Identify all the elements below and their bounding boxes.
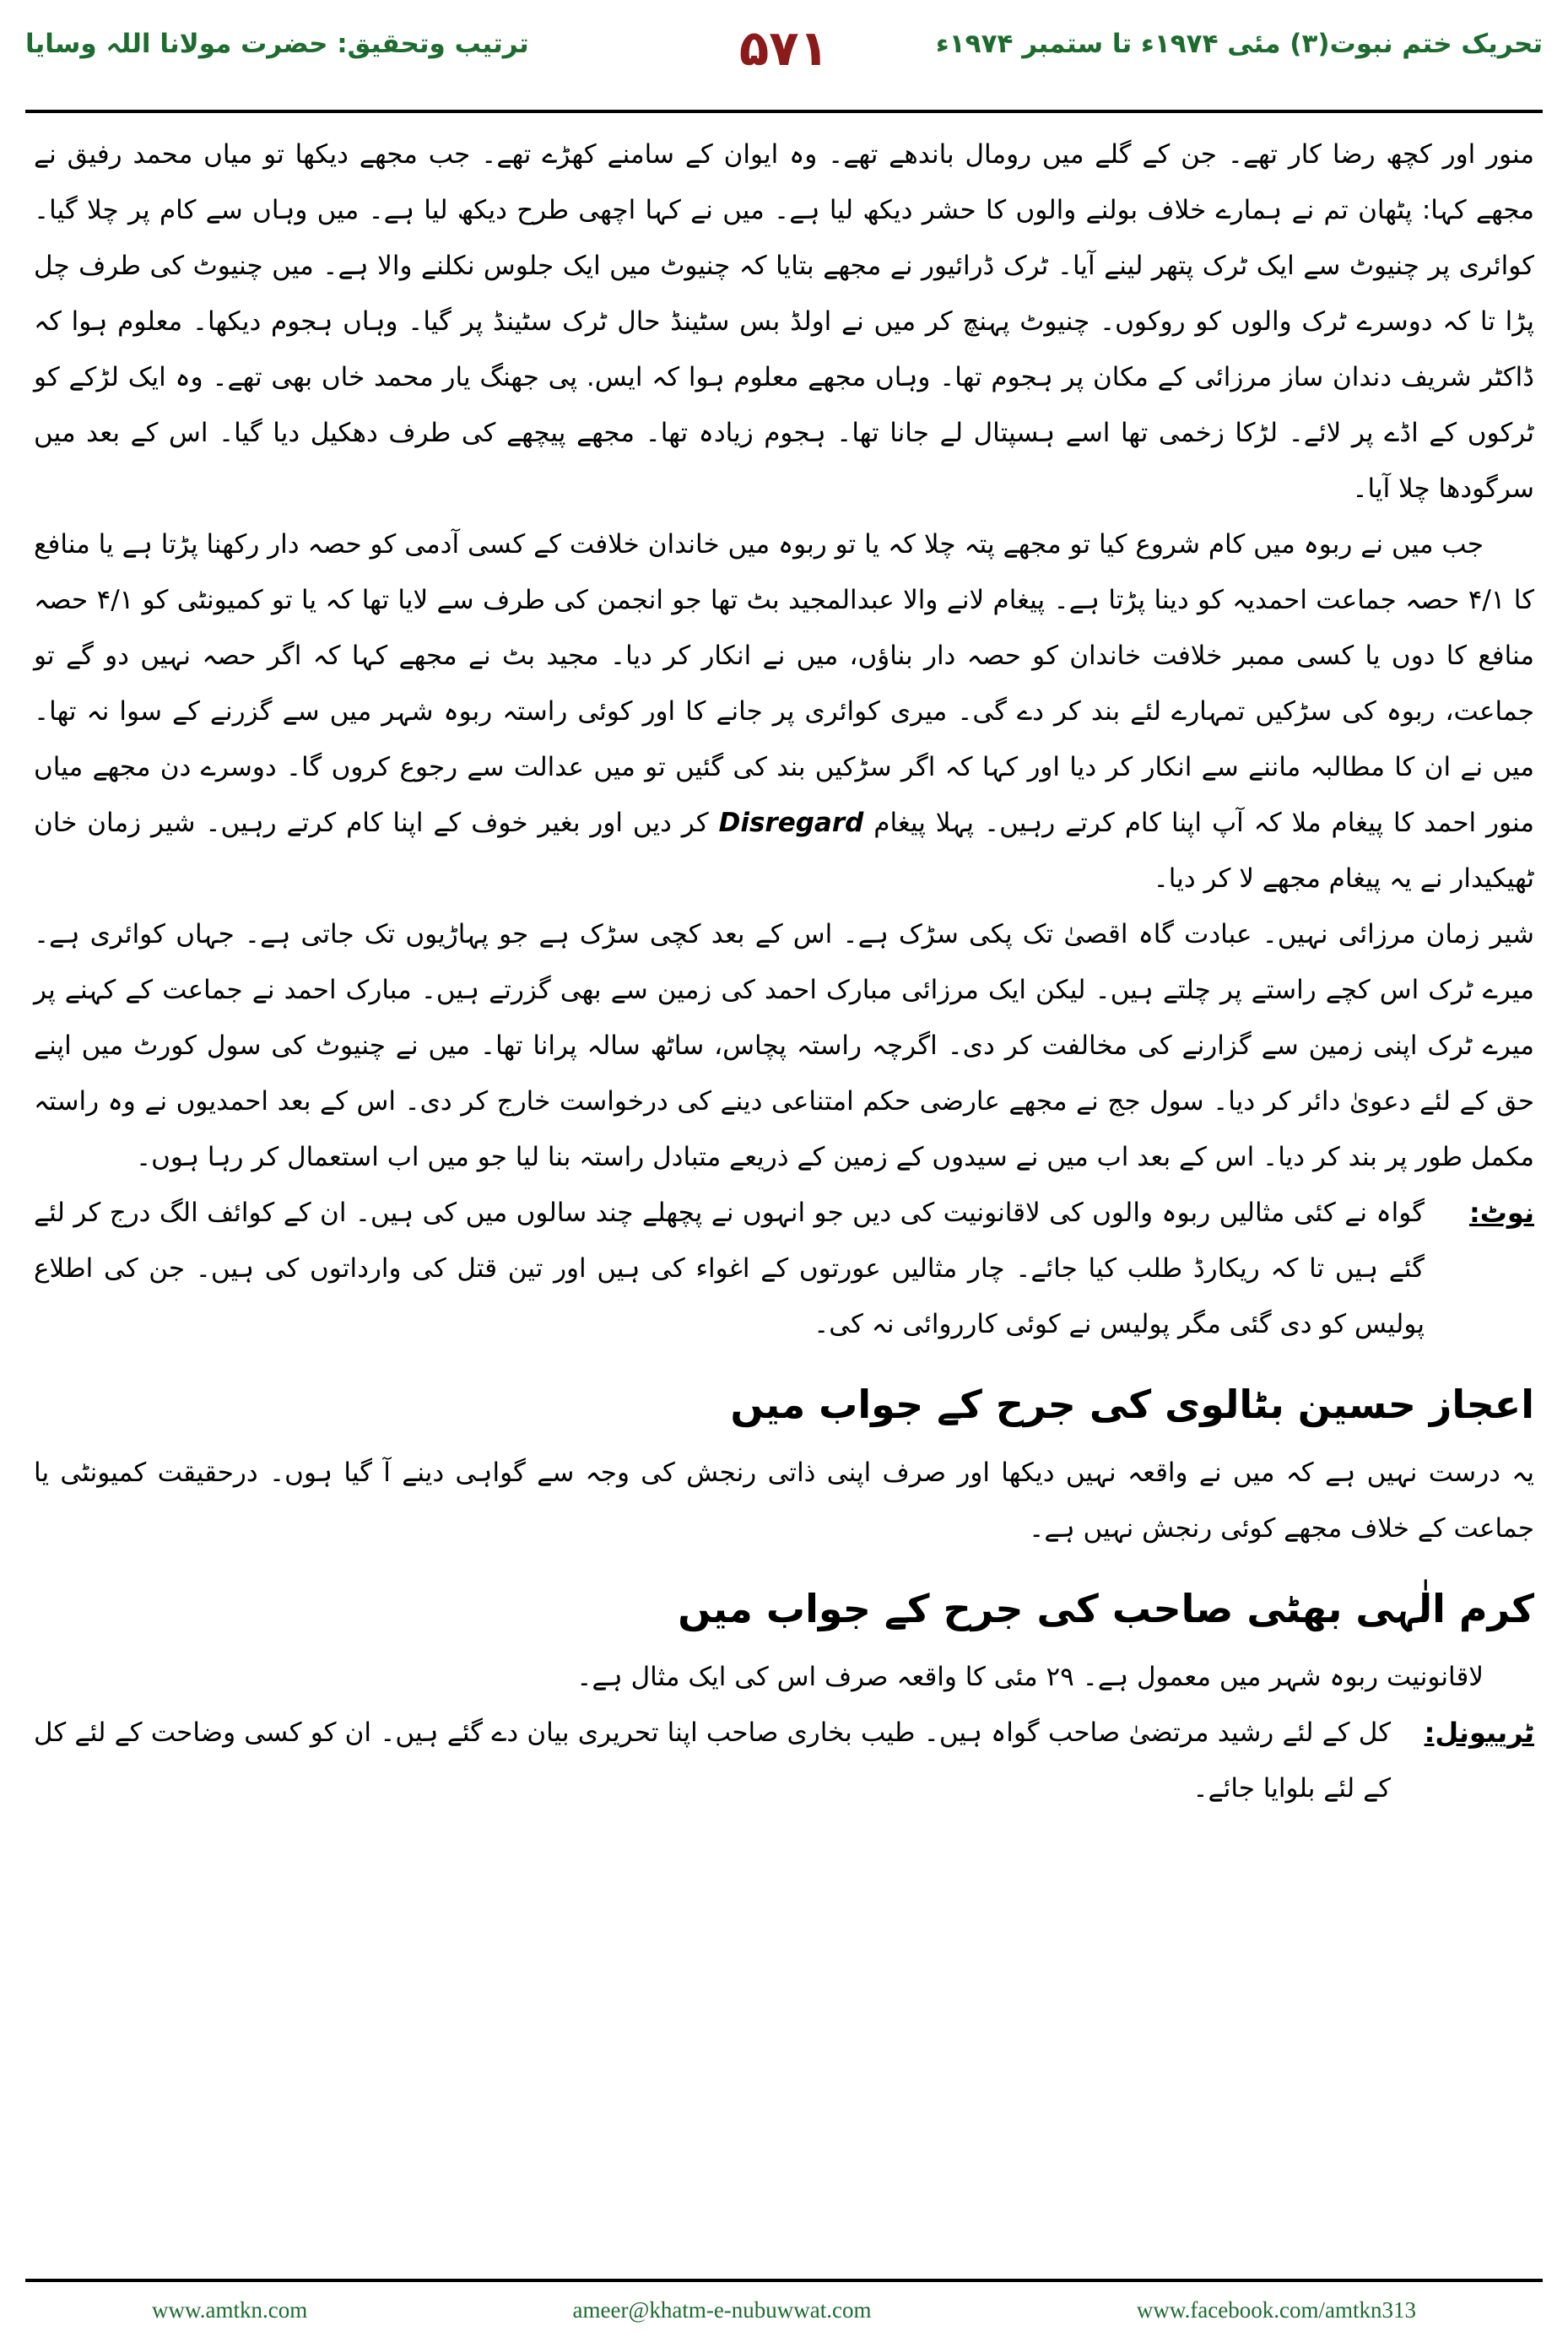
note-block [34,1185,1534,1352]
page-footer [25,2289,1543,2331]
paragraph-3: شیر زمان مرزائی نہیں۔ عبادت گاہ اقصیٰ تک پکی سڑک ہے۔ اس کے بعد کچی سڑک ہے جو پہاڑیوں تک جاتی ہے۔ جہاں کوائری ہے۔ میرے ٹرک اس کچے راستے پر چلتے ہیں۔ لیکن ایک مرزائی مبارک احمد کی زمین سے بھی گزرتے ہیں۔ مبارک احمد نے جماعت کے کہنے پر میرے ٹرک اپنی زمین سے گزارنے کی مخالفت کر دی۔ اگرچہ راستہ پچاس، ساٹھ سالہ پرانا تھا۔ میں نے چنیوٹ کی سول کورٹ میں اپنے حق کے لئے دعویٰ دائر کر دیا۔ سول جج نے مجھے عارضی حکم امتناعی دینے کی درخواست خارج کر دی۔ اس کے بعد احمدیوں نے وہ راستہ مکمل طور پر بند کر دیا۔ اس کے بعد اب میں نے سیدوں کے زمین کے ذریعے متبادل راستہ بنا لیا جو میں اب استعمال کر رہا ہوں۔ [34,919,1534,1172]
compiler-credit: ترتیب وتحقیق: حضرت مولانا اللہ وسایا [25,29,529,59]
tribunal-label: ٹریبونل: [1424,1717,1534,1749]
page-header [25,19,1543,95]
paragraph-2 [34,517,1534,906]
paragraph-2-text: جب میں نے ربوہ میں کام شروع کیا تو مجھے پتہ چلا کہ یا تو ربوہ میں خاندان خلافت کے کسی آدمی کو حصہ دار رکھنا پڑتا ہے یا منافع کا ۴/۱ حصہ جماعت احمدیہ کو دینا پڑتا ہے۔ پیغام لانے والا عبدالمجید بٹ تھا جو انجمن کی طرف سے لایا تھا کہ یا تو کمیونٹی کو ۴/۱ حصہ منافع کا دوں یا کسی ممبر خلافت خاندان کو حصہ دار بناؤں، میں نے انکار کر دیا۔ مجید بٹ نے مجھے کہا کہ اگر حصہ نہیں دو گے تو جماعت، ربوہ کی سڑکیں تمہارے لئے بند کر دے گی۔ میری کوائری پر جانے کا اور کوئی راستہ ربوہ شہر میں سے گزرنے کے سوا نہ تھا۔ میں نے ان کا مطالبہ ماننے سے انکار کر دیا اور کہا کہ اگر سڑکیں بند کی گئیں تو میں عدالت سے رجوع کروں گا۔ دوسرے دن مجھے میاں منور احمد کا پیغام ملا کہ آپ اپنا کام کرتے رہیں۔ پہلا پیغام [34,529,1534,838]
paragraph-1: منور اور کچھ رضا کار تھے۔ جن کے گلے میں رومال باندھے تھے۔ وہ ایوان کے سامنے کھڑے تھے۔ جب مجھے دیکھا تو میاں محمد رفیق نے مجھے کہا: پٹھان تم نے ہمارے خلاف بولنے والوں کا حشر دیکھ لیا ہے۔ میں نے کہا اچھی طرح دیکھ لیا ہے۔ میں وہاں سے کام پر چلا گیا۔ کوائری پر چنیوٹ سے ایک ٹرک پتھر لینے آیا۔ ٹرک ڈرائیور نے مجھے بتایا کہ چنیوٹ میں ایک جلوس نکلنے والا ہے۔ میں چنیوٹ کی طرف چل پڑا تا کہ دوسرے ٹرک والوں کو روکوں۔ چنیوٹ پہنچ کر میں نے اولڈ بس سٹینڈ حال ٹرک سٹینڈ پر گیا۔ وہاں ہجوم دیکھا۔ معلوم ہوا کہ ڈاکٹر شریف دندان ساز مرزائی کے مکان پر ہجوم تھا۔ وہاں مجھے معلوم ہوا کہ ایس. پی جھنگ یار محمد خاں بھی تھے۔ وہ ایک لڑکے کو ٹرکوں کے اڈے پر لائے۔ لڑکا زخمی تھا اسے ہسپتال لے جانا تھا۔ ہجوم زیادہ تھا۔ مجھے پیچھے کی طرف دھکیل دیا گیا۔ اس کے بعد میں سرگودھا چلا آیا۔ [34,139,1534,504]
paragraph-2-tail: کر دیں اور بغیر خوف کے اپنا کام کرتے رہیں۔ شیر زمان خان ٹھیکیدار نے یہ پیغام مجھے لا کر دیا۔ [34,808,1534,894]
page-content [34,127,1534,1816]
website-link[interactable]: www.amtkn.com [152,2296,308,2323]
note-label: نوٹ: [1468,1197,1534,1229]
book-title: تحریک ختم نبوت(۳) مئی ۱۹۷۴ء تا ستمبر ۱۹۷۴ء [935,29,1543,59]
section-heading-1: اعجاز حسین بٹالوی کی جرح کے جواب میں [730,1382,1534,1427]
page-number: ۵۷۱ [738,19,830,77]
paragraph-4: یہ درست نہیں ہے کہ میں نے واقعہ نہیں دیکھا اور صرف اپنی ذاتی رنجش کی وجہ سے گواہی دینے آ گیا ہوں۔ درحقیقت کمیونٹی یا جماعت کے خلاف مجھے کوئی رنجش نہیں ہے۔ [34,1458,1534,1544]
section-heading-2: کرم الٰہی بھٹی صاحب کی جرح کے جواب میں [678,1586,1534,1631]
email-link[interactable]: ameer@khatm-e-nubuwwat.com [572,2296,872,2323]
header-divider [25,110,1543,113]
note-text: گواہ نے کئی مثالیں ربوہ والوں کی لاقانونیت کی دیں جو انہوں نے پچھلے چند سالوں میں کی ہیں۔ ان کے کوائف الگ درج کر لئے گئے ہیں تا کہ ریکارڈ طلب کیا جائے۔ چار مثالیں عورتوں کے اغواء کی ہیں اور تین قتل کی وارداتوں کی ہیں۔ جن کی اطلاع پولیس کو دی گئی مگر پولیس نے کوئی کارروائی نہ کی۔ [34,1198,1425,1339]
tribunal-text: کل کے لئے رشید مرتضیٰ صاحب گواہ ہیں۔ طیب بخاری صاحب اپنا تحریری بیان دے گئے ہیں۔ ان کو کسی وضاحت کے لئے کل کے لئے بلوایا جائے۔ [34,1717,1391,1804]
paragraph-5: لاقانونیت ربوہ شہر میں معمول ہے۔ ۲۹ مئی کا واقعہ صرف اس کی ایک مثال ہے۔ [576,1662,1484,1692]
disregard-term: Disregard [718,808,864,838]
tribunal-block [34,1705,1534,1816]
facebook-link[interactable]: www.facebook.com/amtkn313 [1136,2296,1416,2323]
footer-divider [25,2279,1543,2282]
